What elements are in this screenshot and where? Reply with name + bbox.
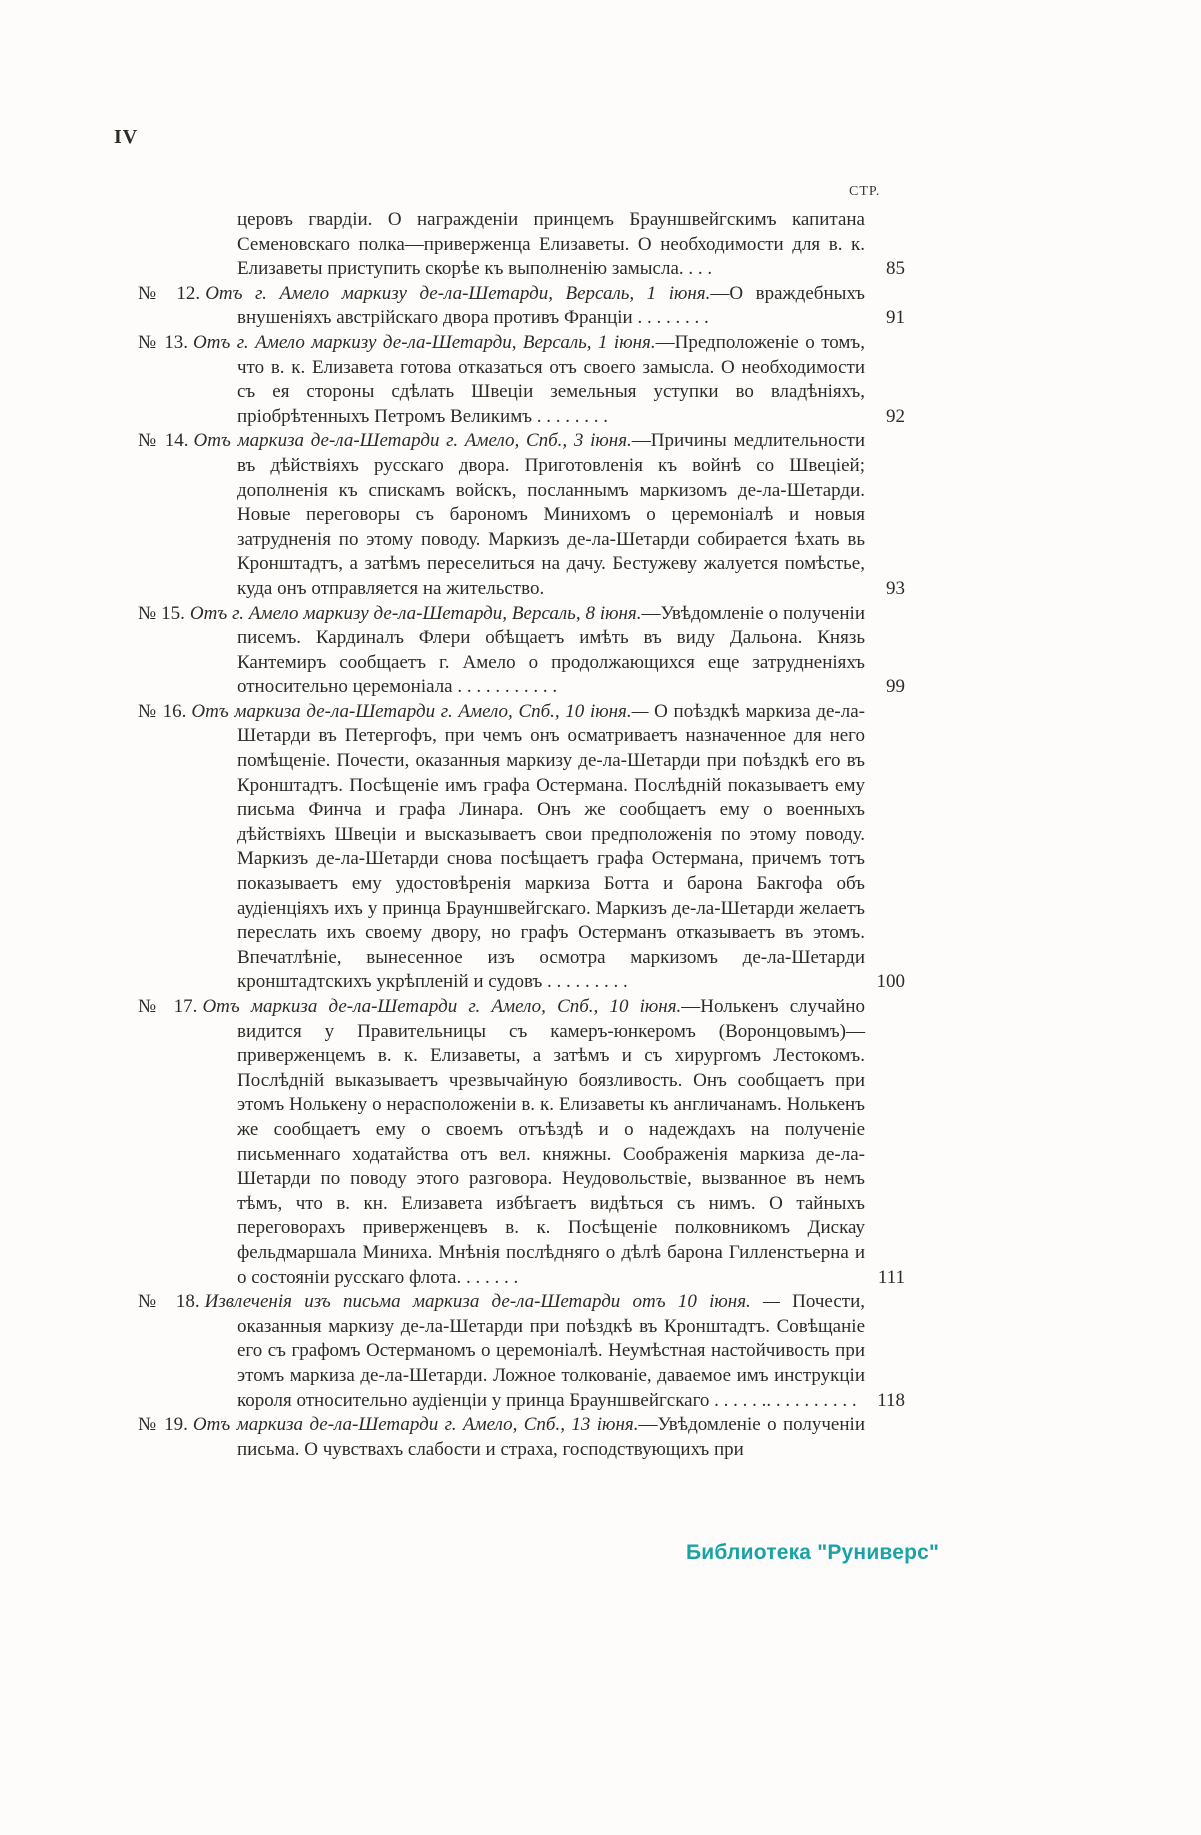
toc-entry [138,700,905,995]
entry-heading: Отъ маркиза де-ла-Шетарди г. Амело, Спб., 3 іюня. [193,430,632,452]
entry-number: № 15. [138,602,185,624]
entry-heading: Отъ г. Амело маркизу де-ла-Шетарди, Версаль, 8 іюня. [189,602,642,624]
toc-entry [138,429,905,601]
entry-heading: Отъ маркиза де-ла-Шетарди г. Амело, Спб., 10 іюня.— [191,700,649,722]
entry-page-number: 85 [886,258,905,280]
entry-page-number: 100 [876,971,905,993]
entry-number: № 16. [138,700,187,722]
entry-number: № 12. [138,282,201,304]
toc-entry [237,208,905,282]
entry-heading: Отъ маркиза де-ла-Шетарди г. Амело, Спб., 13 іюня. [192,1414,639,1436]
toc-entry [138,995,905,1290]
toc-entry [138,1413,905,1462]
entry-summary: —Увѣдомленіе о полученіи письма. О чувствахъ слабости и страха, господствующихъ при [237,1414,865,1460]
entry-page-number: 93 [886,577,905,599]
entry-page-number: 99 [886,676,905,698]
entry-page-number: 91 [886,307,905,329]
entry-heading: Извлеченія изъ письма маркиза де-ла-Шетарди отъ 10 іюня. — [204,1291,780,1313]
toc-entry [138,602,905,700]
entry-number: № 14. [138,430,189,452]
entry-number: № 18. [138,1291,200,1313]
page-folio: IV [114,126,139,148]
table-of-contents [138,208,905,1462]
page-number-column-header: СТР. [849,184,881,199]
toc-entry [138,1290,905,1413]
toc-entry [138,331,905,429]
entry-heading: Отъ маркиза де-ла-Шетарди г. Амело, Спб., 10 іюня. [202,996,682,1017]
entry-summary: церовъ гвардіи. О награжденіи принцемъ Брауншвейгскимъ капитана Семеновскаго полка—приверженца Елизаветы. О необходимости для в. к. Елизаветы приступить скорѣе къ выполненію замысла. . . . [237,209,865,280]
entry-page-number: 111 [877,1266,905,1288]
entry-heading: Отъ г. Амело маркизу де-ла-Шетарди, Версаль, 1 іюня. [193,331,656,353]
entry-number: № 17. [138,996,198,1017]
entry-number: № 13. [138,331,189,353]
entry-page-number: 92 [886,405,905,427]
entry-summary: —Увѣдомленіе о полученіи писемъ. Кардиналъ Флери обѣщаетъ имѣть въ виду Дальона. Князь Кантемиръ сообщаетъ г. Амело о продолжающихся еще затрудненіяхъ относительно церемоніала . . . . . . . . . . . [237,602,865,698]
entry-heading: Отъ г. Амело маркизу де-ла-Шетарди, Версаль, 1 іюня. [205,282,711,304]
library-watermark: Библиотека "Руниверс" [686,1541,940,1564]
entry-summary: —Предположеніе о томъ, что в. к. Елизавета готова отказаться отъ своего замысла. О необходимости съ ея стороны сдѣлать Швеціи земельныя уступки во владѣніяхъ, пріобрѣтенныхъ Петромъ Великимъ . . . . . . . . [237,331,865,427]
entry-summary: —Нолькенъ случайно видится у Правительницы съ камеръ-юнкеромъ (Воронцовымъ)—приверженцемъ в. к. Елизаветы, а затѣмъ и съ хирургомъ Лестокомъ. Послѣдній выказываетъ чрезвычайную боязливость. Онъ сообщаетъ при этомъ Нолькену о нерасположеніи в. к. Елизаветы къ англичанамъ. Нолькенъ же сообщаетъ ему о своемъ отъѣздѣ и о надеждахъ на полученіе письменнаго ходатайства отъ вел. княжны. Соображенія маркиза де-ла-Шетарди по поводу этого разговора. Неудовольствіе, вызванное въ немъ тѣмъ, что в. кн. Елизавета избѣгаетъ видѣться съ нимъ. О тайныхъ переговорахъ приверженцевъ в. к. Посѣщеніе полковникомъ Дискау фельдмаршала Миниха. Мнѣнія послѣдняго о дѣлѣ барона Гилленстьерна и о состояніи русскаго флота. . . . . . . [237,996,865,1288]
entry-summary: —О враждебныхъ внушеніяхъ австрійскаго двора противъ Франціи . . . . . . . . [237,282,865,329]
toc-entry [138,282,905,331]
entry-summary: Почести, оказанныя маркизу де-ла-Шетарди при поѣздкѣ въ Кронштадтъ. Совѣщаніе его съ графомъ Остерманомъ о церемоніалѣ. Неумѣстная настойчивость при этомъ маркиза де-ла-Шетарди. Ложное толкованіе, даваемое имъ инструкціи короля относительно аудіенціи у принца Брауншвейгскаго . . . . . .. . . . . . . . . . [237,1291,865,1411]
entry-page-number: 118 [877,1389,905,1411]
entry-number: № 19. [138,1414,188,1436]
entry-summary: —Причины медлительности въ дѣйствіяхъ русскаго двора. Приготовленія къ войнѣ со Швеціей; дополненія къ спискамъ войскъ, посланнымъ маркизомъ де-ла-Шетарди. Новые переговоры съ барономъ Минихомъ о церемоніалѣ и новыя затрудненія по этому поводу. Маркизъ де-ла-Шетарди собирается ѣхать вь Кронштадтъ, а затѣмъ переселиться на дачу. Бестужеву жалуется помѣстье, куда онъ отправляется на жительство. [237,430,865,599]
entry-summary: О поѣздкѣ маркиза де-ла-Шетарди въ Петергофъ, при чемъ онъ осматриваетъ назначенное для него помѣщеніе. Почести, оказанныя маркизу де-ла-Шетарди при поѣздкѣ его въ Кронштадтъ. Посѣщеніе имъ графа Остермана. Послѣдній показываетъ ему письма Финча и графа Линара. Онъ же сообщаетъ ему о военныхъ дѣйствіяхъ Швеціи и высказываетъ свои предположенія по этому поводу. Маркизъ де-ла-Шетарди снова посѣщаетъ графа Остермана, причемъ тотъ показываетъ ему удостовѣренія маркиза Ботта и барона Бакгофа объ аудіенціяхъ ихъ у принца Брауншвейгскаго. Маркизъ де-ла-Шетарди желаетъ переслать ихъ своему двору, но графъ Остерманъ отказываетъ въ этомъ. Впечатлѣніе, вынесенное изъ осмотра маркизомъ де-ла-Шетарди кронштадтскихъ укрѣпленій и судовъ . . . . . . . . . [237,700,865,993]
